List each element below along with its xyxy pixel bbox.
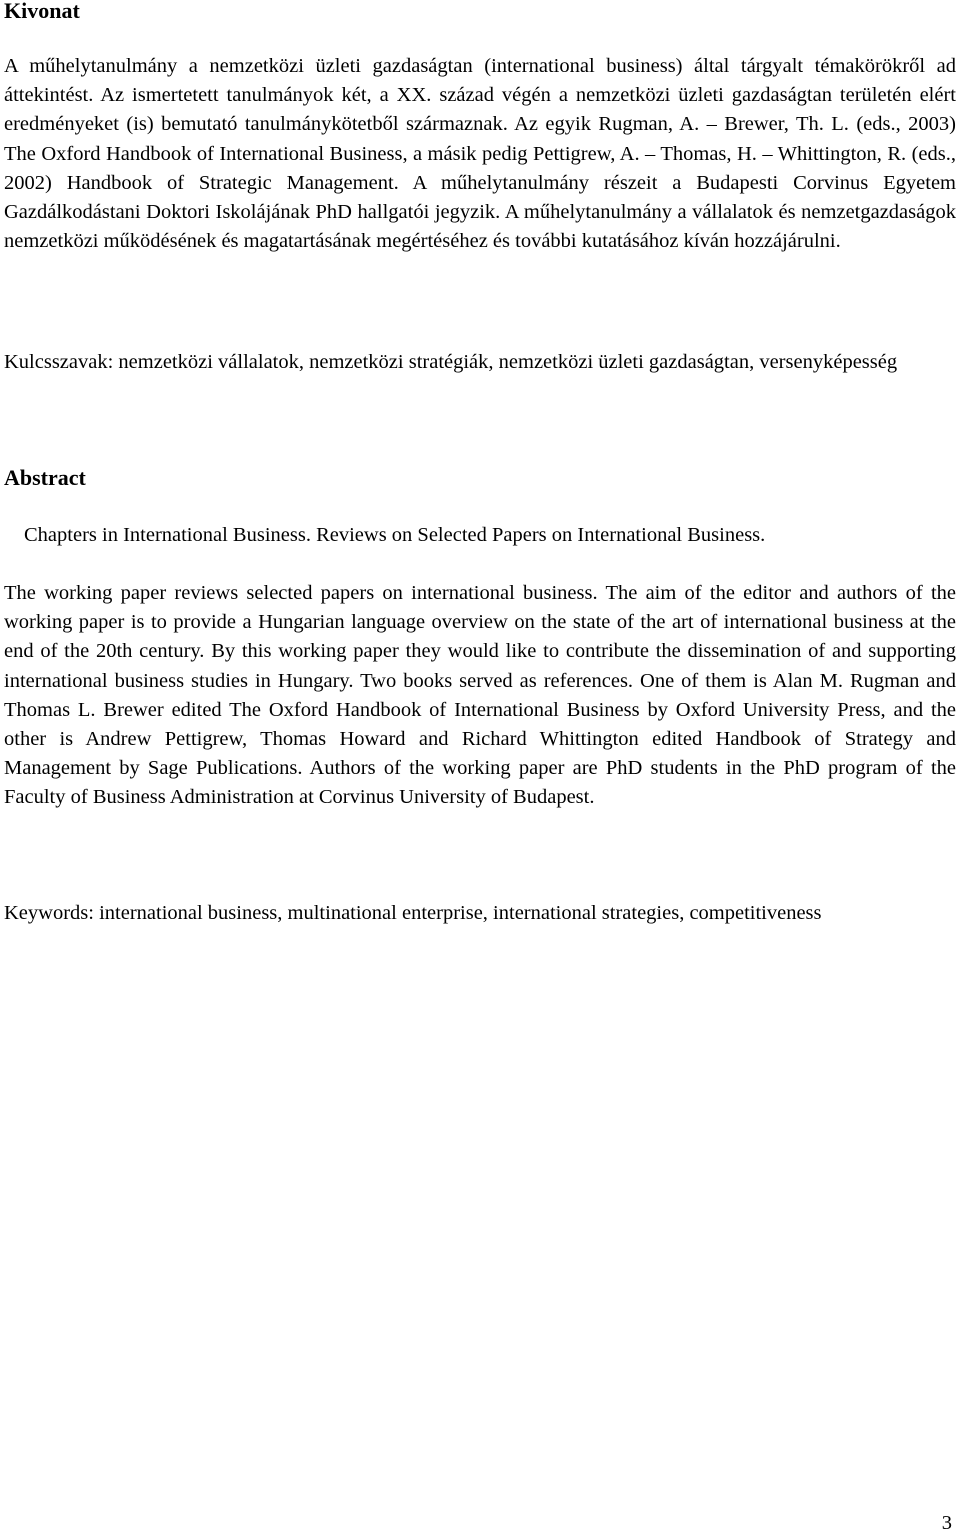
kulcsszavak-paragraph: Kulcsszavak: nemzetközi vállalatok, nemzetközi stratégiák, nemzetközi üzleti gazdaságtan, versenyképesség — [4, 351, 898, 373]
abstract-paragraph: The working paper reviews selected papers on international business. The aim of the editor and authors of the working paper is to provide a Hungarian language overview on the state of the art of international business at the end of the 20th century. By this working paper they would like to contribute the dissemination of and supporting international business studies in Hungary. Two books served as references. One of them is Alan M. Rugman and Thomas L. Brewer edited The Oxford Handbook of International Business by Oxford University Press, and the other is Andrew Pettigrew, Thomas Howard and Richard Whittington edited Handbook of Strategy and Management by Sage Publications. Authors of the working paper are PhD students in the PhD program of the Faculty of Business Administration at Corvinus University of Budapest. — [4, 582, 956, 809]
kivonat-paragraph: A műhelytanulmány a nemzetközi üzleti gazdaságtan (international business) által tárgyalt témakörökről ad áttekintést. Az ismertetett tanulmányok két, a XX. század végén a nemzetközi üzleti gazdaságtan területén elért eredményeket (is) bemutató tanulmánykötetből származnak. Az egyik Rugman, A. – Brewer, Th. L. (eds., 2003) The Oxford Handbook of International Business, a másik pedig Pettigrew, A. – Thomas, H. – Whittington, R. (eds., 2002) Handbook of Strategic Management. A műhelytanulmány részeit a Budapesti Corvinus Egyetem Gazdálkodástani Doktori Iskolájának PhD hallgatói jegyzik. A műhelytanulmány a vállalatok és nemzetgazdaságok nemzetközi működésének és magatartásának megértéséhez és további kutatásához kíván hozzájárulni. — [4, 55, 956, 253]
abstract-subtitle: Chapters in International Business. Reviews on Selected Papers on International Business. — [24, 524, 766, 546]
keywords-paragraph: Keywords: international business, multinational enterprise, international strategies, competitiveness — [4, 902, 822, 924]
page-number: 3 — [941, 1512, 952, 1534]
abstract-heading: Abstract — [4, 465, 86, 490]
kivonat-heading: Kivonat — [4, 0, 80, 23]
